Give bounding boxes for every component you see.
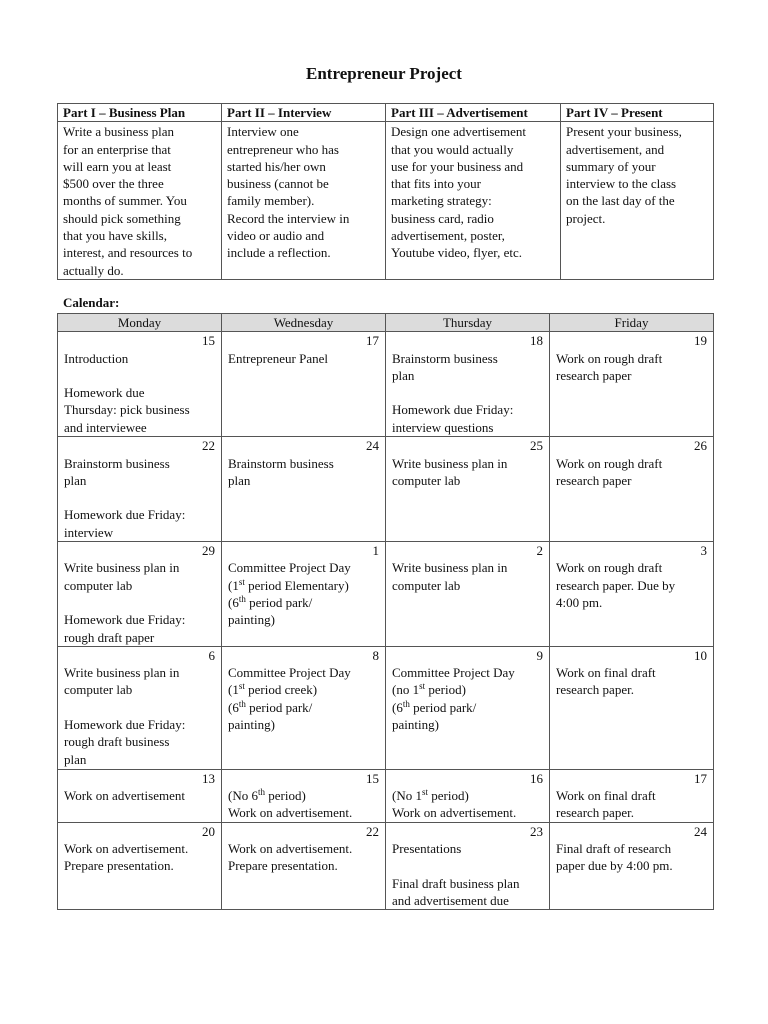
day-number: 9 xyxy=(536,647,543,663)
text-segment: computer lab xyxy=(392,472,461,488)
cell-text-line xyxy=(64,419,215,436)
cell-text-line xyxy=(64,857,215,874)
cell-text-line xyxy=(392,875,543,892)
text-segment: period) xyxy=(425,682,466,698)
calendar-week-row xyxy=(58,332,714,437)
cell-text-line xyxy=(392,559,543,576)
calendar-cell-thursday xyxy=(386,437,550,542)
ordinal-suffix: st xyxy=(238,576,245,587)
cell-text-line xyxy=(64,716,215,733)
calendar-cell-monday xyxy=(58,542,222,647)
cell-text-line xyxy=(556,350,707,367)
parts-body-row xyxy=(58,122,714,280)
text-segment: interview questions xyxy=(392,419,494,435)
text-segment: Committee Project Day xyxy=(228,560,351,576)
header-monday: Monday xyxy=(58,314,222,332)
text-segment: research paper. xyxy=(556,682,634,698)
parts-header-row xyxy=(58,104,714,122)
header-thursday: Thursday xyxy=(386,314,550,332)
cell-text-line xyxy=(64,489,215,506)
cell-text-line xyxy=(64,367,215,384)
text-segment: Work on advertisement. xyxy=(228,841,353,857)
calendar-cell-monday xyxy=(58,437,222,542)
calendar-cell-thursday xyxy=(386,769,550,822)
day-number: 26 xyxy=(694,438,707,454)
part-4-header: Part IV – Present xyxy=(561,104,714,122)
cell-text-line xyxy=(64,506,215,523)
description-line: marketing strategy: xyxy=(391,193,492,209)
cell-text-line xyxy=(64,384,215,401)
cell-text-line xyxy=(64,699,215,716)
text-segment: Work on advertisement. xyxy=(392,805,517,821)
cell-text-line xyxy=(392,664,543,681)
description-line: interview to the class xyxy=(566,176,677,192)
text-segment: painting) xyxy=(392,717,439,733)
text-segment: Homework due Friday: xyxy=(392,402,514,418)
cell-text-line xyxy=(392,804,543,821)
description-line: business (cannot be xyxy=(227,176,329,192)
day-number: 19 xyxy=(694,333,707,349)
day-number: 18 xyxy=(530,333,543,349)
cell-text-line xyxy=(64,787,215,804)
cell-text-line xyxy=(228,804,379,821)
day-number: 1 xyxy=(372,543,379,559)
text-segment: Homework due xyxy=(64,385,145,401)
day-number: 24 xyxy=(694,823,707,839)
cell-text-line xyxy=(64,559,215,576)
cell-text-line xyxy=(64,733,215,750)
cell-text-line xyxy=(64,681,215,698)
calendar-cell-thursday xyxy=(386,822,550,909)
text-segment: (6 xyxy=(228,594,239,610)
text-segment: Committee Project Day xyxy=(228,665,351,681)
day-number: 23 xyxy=(530,823,543,839)
text-segment: plan xyxy=(392,367,415,383)
cell-text-line xyxy=(392,787,543,804)
text-segment: rough draft paper xyxy=(64,629,155,645)
cell-text-line xyxy=(556,857,707,874)
calendar-cell-friday xyxy=(550,646,714,769)
day-number: 2 xyxy=(536,543,543,559)
cell-text-line xyxy=(392,367,543,384)
day-number: 17 xyxy=(694,770,707,786)
text-segment: plan xyxy=(64,751,87,767)
description-line: started his/her own xyxy=(227,158,326,174)
text-segment: computer lab xyxy=(392,577,461,593)
cell-text-line xyxy=(228,840,379,857)
text-segment: period park/ xyxy=(409,699,477,715)
cell-text-line xyxy=(392,840,543,857)
part-3-description xyxy=(386,122,561,280)
text-segment: painting) xyxy=(228,612,275,628)
cell-text-line xyxy=(64,840,215,857)
description-line: use for your business and xyxy=(391,158,524,174)
part-1-header: Part I – Business Plan xyxy=(58,104,222,122)
cell-text-line xyxy=(228,594,379,611)
cell-text-line xyxy=(556,681,707,698)
description-line: Write a business plan xyxy=(63,124,175,140)
calendar-cell-wednesday xyxy=(222,332,386,437)
cell-text-line xyxy=(64,751,215,768)
text-segment: Entrepreneur Panel xyxy=(228,350,328,366)
cell-text-line xyxy=(64,401,215,418)
description-line: Youtube video, flyer, etc. xyxy=(391,245,523,261)
calendar-cell-wednesday xyxy=(222,769,386,822)
text-segment: research paper xyxy=(556,367,632,383)
cell-text-line xyxy=(64,350,215,367)
day-number: 8 xyxy=(372,647,379,663)
cell-text-line xyxy=(228,611,379,628)
text-segment: and advertisement due xyxy=(392,893,509,909)
cell-text-line xyxy=(228,577,379,594)
cell-text-line xyxy=(556,840,707,857)
cell-text-line xyxy=(556,455,707,472)
ordinal-suffix: th xyxy=(402,698,410,709)
calendar-cell-monday xyxy=(58,332,222,437)
text-segment: (No 1 xyxy=(392,788,422,804)
calendar-cell-monday xyxy=(58,646,222,769)
text-segment: Work on advertisement xyxy=(64,788,185,804)
project-parts-table xyxy=(57,103,714,280)
cell-text-line xyxy=(556,804,707,821)
cell-text-line xyxy=(228,699,379,716)
cell-text-line xyxy=(228,787,379,804)
ordinal-suffix: st xyxy=(238,681,245,692)
text-segment: research paper. xyxy=(556,805,634,821)
description-line: on the last day of the xyxy=(566,193,675,209)
cell-text-line xyxy=(392,350,543,367)
ordinal-suffix: th xyxy=(238,593,246,604)
ordinal-suffix: th xyxy=(238,698,246,709)
calendar-cell-friday xyxy=(550,822,714,909)
text-segment: Write business plan in xyxy=(64,560,180,576)
description-line: Interview one xyxy=(227,124,299,140)
cell-text-line xyxy=(392,384,543,401)
text-segment: Work on rough draft xyxy=(556,350,663,366)
description-line: family member). xyxy=(227,193,315,209)
cell-text-line xyxy=(392,681,543,698)
cell-text-line xyxy=(392,699,543,716)
cell-text-line xyxy=(64,524,215,541)
ordinal-suffix: th xyxy=(257,787,265,798)
description-line: should pick something xyxy=(63,210,181,226)
cell-text-line xyxy=(228,472,379,489)
description-line: will earn you at least xyxy=(63,158,172,174)
description-line: interest, and resources to xyxy=(63,245,193,261)
description-line: Design one advertisement xyxy=(391,124,527,140)
calendar-week-row xyxy=(58,437,714,542)
description-line: summary of your xyxy=(566,158,656,174)
cell-text-line xyxy=(392,892,543,909)
text-segment: interview xyxy=(64,524,114,540)
cell-text-line xyxy=(228,681,379,698)
text-segment: paper due by 4:00 pm. xyxy=(556,858,673,874)
text-segment: Homework due Friday: xyxy=(64,717,186,733)
calendar-cell-wednesday xyxy=(222,542,386,647)
description-line: that you have skills, xyxy=(63,228,167,244)
text-segment: research paper xyxy=(556,472,632,488)
cell-text-line xyxy=(228,857,379,874)
calendar-cell-wednesday xyxy=(222,646,386,769)
calendar-cell-monday xyxy=(58,822,222,909)
calendar-week-row xyxy=(58,822,714,909)
text-segment: Brainstorm business xyxy=(392,350,498,366)
cell-text-line xyxy=(228,664,379,681)
cell-text-line xyxy=(64,577,215,594)
day-number: 3 xyxy=(700,543,707,559)
text-segment: (No 6 xyxy=(228,788,258,804)
cell-text-line xyxy=(392,401,543,418)
calendar-cell-friday xyxy=(550,437,714,542)
calendar-header-row xyxy=(58,314,714,332)
cell-text-line xyxy=(392,472,543,489)
cell-text-line xyxy=(556,559,707,576)
calendar-cell-thursday xyxy=(386,542,550,647)
text-segment: Work on rough draft xyxy=(556,455,663,471)
cell-text-line xyxy=(556,472,707,489)
text-segment: Brainstorm business xyxy=(228,455,334,471)
description-line: Present your business, xyxy=(566,124,682,140)
cell-text-line xyxy=(556,367,707,384)
text-segment: Write business plan in xyxy=(392,455,508,471)
text-segment: Final draft business plan xyxy=(392,875,520,891)
text-segment: (6 xyxy=(392,699,403,715)
cell-text-line xyxy=(228,455,379,472)
cell-text-line xyxy=(556,664,707,681)
description-line: business card, radio xyxy=(391,210,494,226)
calendar-cell-thursday xyxy=(386,646,550,769)
description-line: $500 over the three xyxy=(63,176,164,192)
calendar-cell-monday xyxy=(58,769,222,822)
text-segment: Work on advertisement. xyxy=(64,841,189,857)
text-segment: plan xyxy=(64,472,87,488)
description-line: Record the interview in xyxy=(227,210,350,226)
calendar-cell-wednesday xyxy=(222,437,386,542)
text-segment: Homework due Friday: xyxy=(64,507,186,523)
text-segment: Prepare presentation. xyxy=(64,858,174,874)
text-segment: research paper. Due by xyxy=(556,577,676,593)
calendar-body xyxy=(58,332,714,910)
description-line: video or audio and xyxy=(227,228,325,244)
text-segment: period Elementary) xyxy=(244,577,349,593)
text-segment: Write business plan in xyxy=(392,560,508,576)
text-segment: period creek) xyxy=(244,682,318,698)
text-segment: Prepare presentation. xyxy=(228,858,338,874)
part-1-description xyxy=(58,122,222,280)
description-line: that fits into your xyxy=(391,176,481,192)
text-segment: Homework due Friday: xyxy=(64,612,186,628)
cell-text-line xyxy=(556,594,707,611)
text-segment: rough draft business xyxy=(64,734,170,750)
day-number: 20 xyxy=(202,823,215,839)
part-2-description xyxy=(222,122,386,280)
description-line: for an enterprise that xyxy=(63,141,171,157)
calendar-cell-friday xyxy=(550,332,714,437)
day-number: 15 xyxy=(366,770,379,786)
text-segment: Committee Project Day xyxy=(392,665,515,681)
text-segment: period) xyxy=(427,788,469,804)
description-line: include a reflection. xyxy=(227,245,331,261)
description-line: advertisement, and xyxy=(566,141,665,157)
calendar-week-row xyxy=(58,769,714,822)
calendar-week-row xyxy=(58,646,714,769)
calendar-cell-friday xyxy=(550,769,714,822)
day-number: 29 xyxy=(202,543,215,559)
description-line: entrepreneur who has xyxy=(227,141,339,157)
text-segment: Brainstorm business xyxy=(64,455,170,471)
cell-text-line xyxy=(392,455,543,472)
part-4-description xyxy=(561,122,714,280)
ordinal-suffix: st xyxy=(421,787,428,798)
calendar-cell-wednesday xyxy=(222,822,386,909)
day-number: 15 xyxy=(202,333,215,349)
cell-text-line xyxy=(228,716,379,733)
part-2-header: Part II – Interview xyxy=(222,104,386,122)
calendar-cell-friday xyxy=(550,542,714,647)
description-line: months of summer. You xyxy=(63,193,187,209)
part-3-header: Part III – Advertisement xyxy=(386,104,561,122)
cell-text-line xyxy=(556,787,707,804)
cell-text-line xyxy=(64,611,215,628)
cell-text-line xyxy=(64,629,215,646)
text-segment: period park/ xyxy=(245,699,313,715)
text-segment: Thursday: pick business xyxy=(64,402,190,418)
page-title: Entrepreneur Project xyxy=(306,64,462,83)
day-number: 24 xyxy=(366,438,379,454)
calendar-week-row xyxy=(58,542,714,647)
text-segment: painting) xyxy=(228,717,275,733)
day-number: 10 xyxy=(694,647,707,663)
description-line: project. xyxy=(566,210,606,226)
cell-text-line xyxy=(64,664,215,681)
text-segment: plan xyxy=(228,472,251,488)
text-segment: computer lab xyxy=(64,682,133,698)
text-segment: period park/ xyxy=(245,594,313,610)
text-segment: Final draft of research xyxy=(556,841,672,857)
text-segment: Presentations xyxy=(392,841,462,857)
day-number: 13 xyxy=(202,770,215,786)
text-segment: period) xyxy=(264,788,306,804)
calendar-table xyxy=(57,313,714,910)
text-segment: Work on rough draft xyxy=(556,560,663,576)
text-segment: computer lab xyxy=(64,577,133,593)
text-segment: (6 xyxy=(228,699,239,715)
cell-text-line xyxy=(556,577,707,594)
day-number: 22 xyxy=(366,823,379,839)
cell-text-line xyxy=(392,419,543,436)
calendar-label: Calendar: xyxy=(63,295,120,310)
cell-text-line xyxy=(392,716,543,733)
description-line: that you would actually xyxy=(391,141,514,157)
cell-text-line xyxy=(64,455,215,472)
description-line: actually do. xyxy=(63,262,124,278)
text-segment: (1 xyxy=(228,682,239,698)
header-friday: Friday xyxy=(550,314,714,332)
day-number: 16 xyxy=(530,770,543,786)
text-segment: Introduction xyxy=(64,350,129,366)
day-number: 6 xyxy=(208,647,215,663)
ordinal-suffix: st xyxy=(419,681,426,692)
day-number: 17 xyxy=(366,333,379,349)
text-segment: Work on final draft xyxy=(556,788,656,804)
cell-text-line xyxy=(228,559,379,576)
text-segment: Work on final draft xyxy=(556,665,656,681)
day-number: 22 xyxy=(202,438,215,454)
cell-text-line xyxy=(392,857,543,874)
header-wednesday: Wednesday xyxy=(222,314,386,332)
text-segment: Work on advertisement. xyxy=(228,805,353,821)
cell-text-line xyxy=(64,472,215,489)
text-segment: 4:00 pm. xyxy=(556,594,603,610)
calendar-cell-thursday xyxy=(386,332,550,437)
text-segment: Write business plan in xyxy=(64,665,180,681)
text-segment: (1 xyxy=(228,577,239,593)
description-line: advertisement, poster, xyxy=(391,228,505,244)
text-segment: and interviewee xyxy=(64,419,147,435)
cell-text-line xyxy=(64,594,215,611)
day-number: 25 xyxy=(530,438,543,454)
text-segment: (no 1 xyxy=(392,682,420,698)
cell-text-line xyxy=(392,577,543,594)
cell-text-line xyxy=(228,350,379,367)
